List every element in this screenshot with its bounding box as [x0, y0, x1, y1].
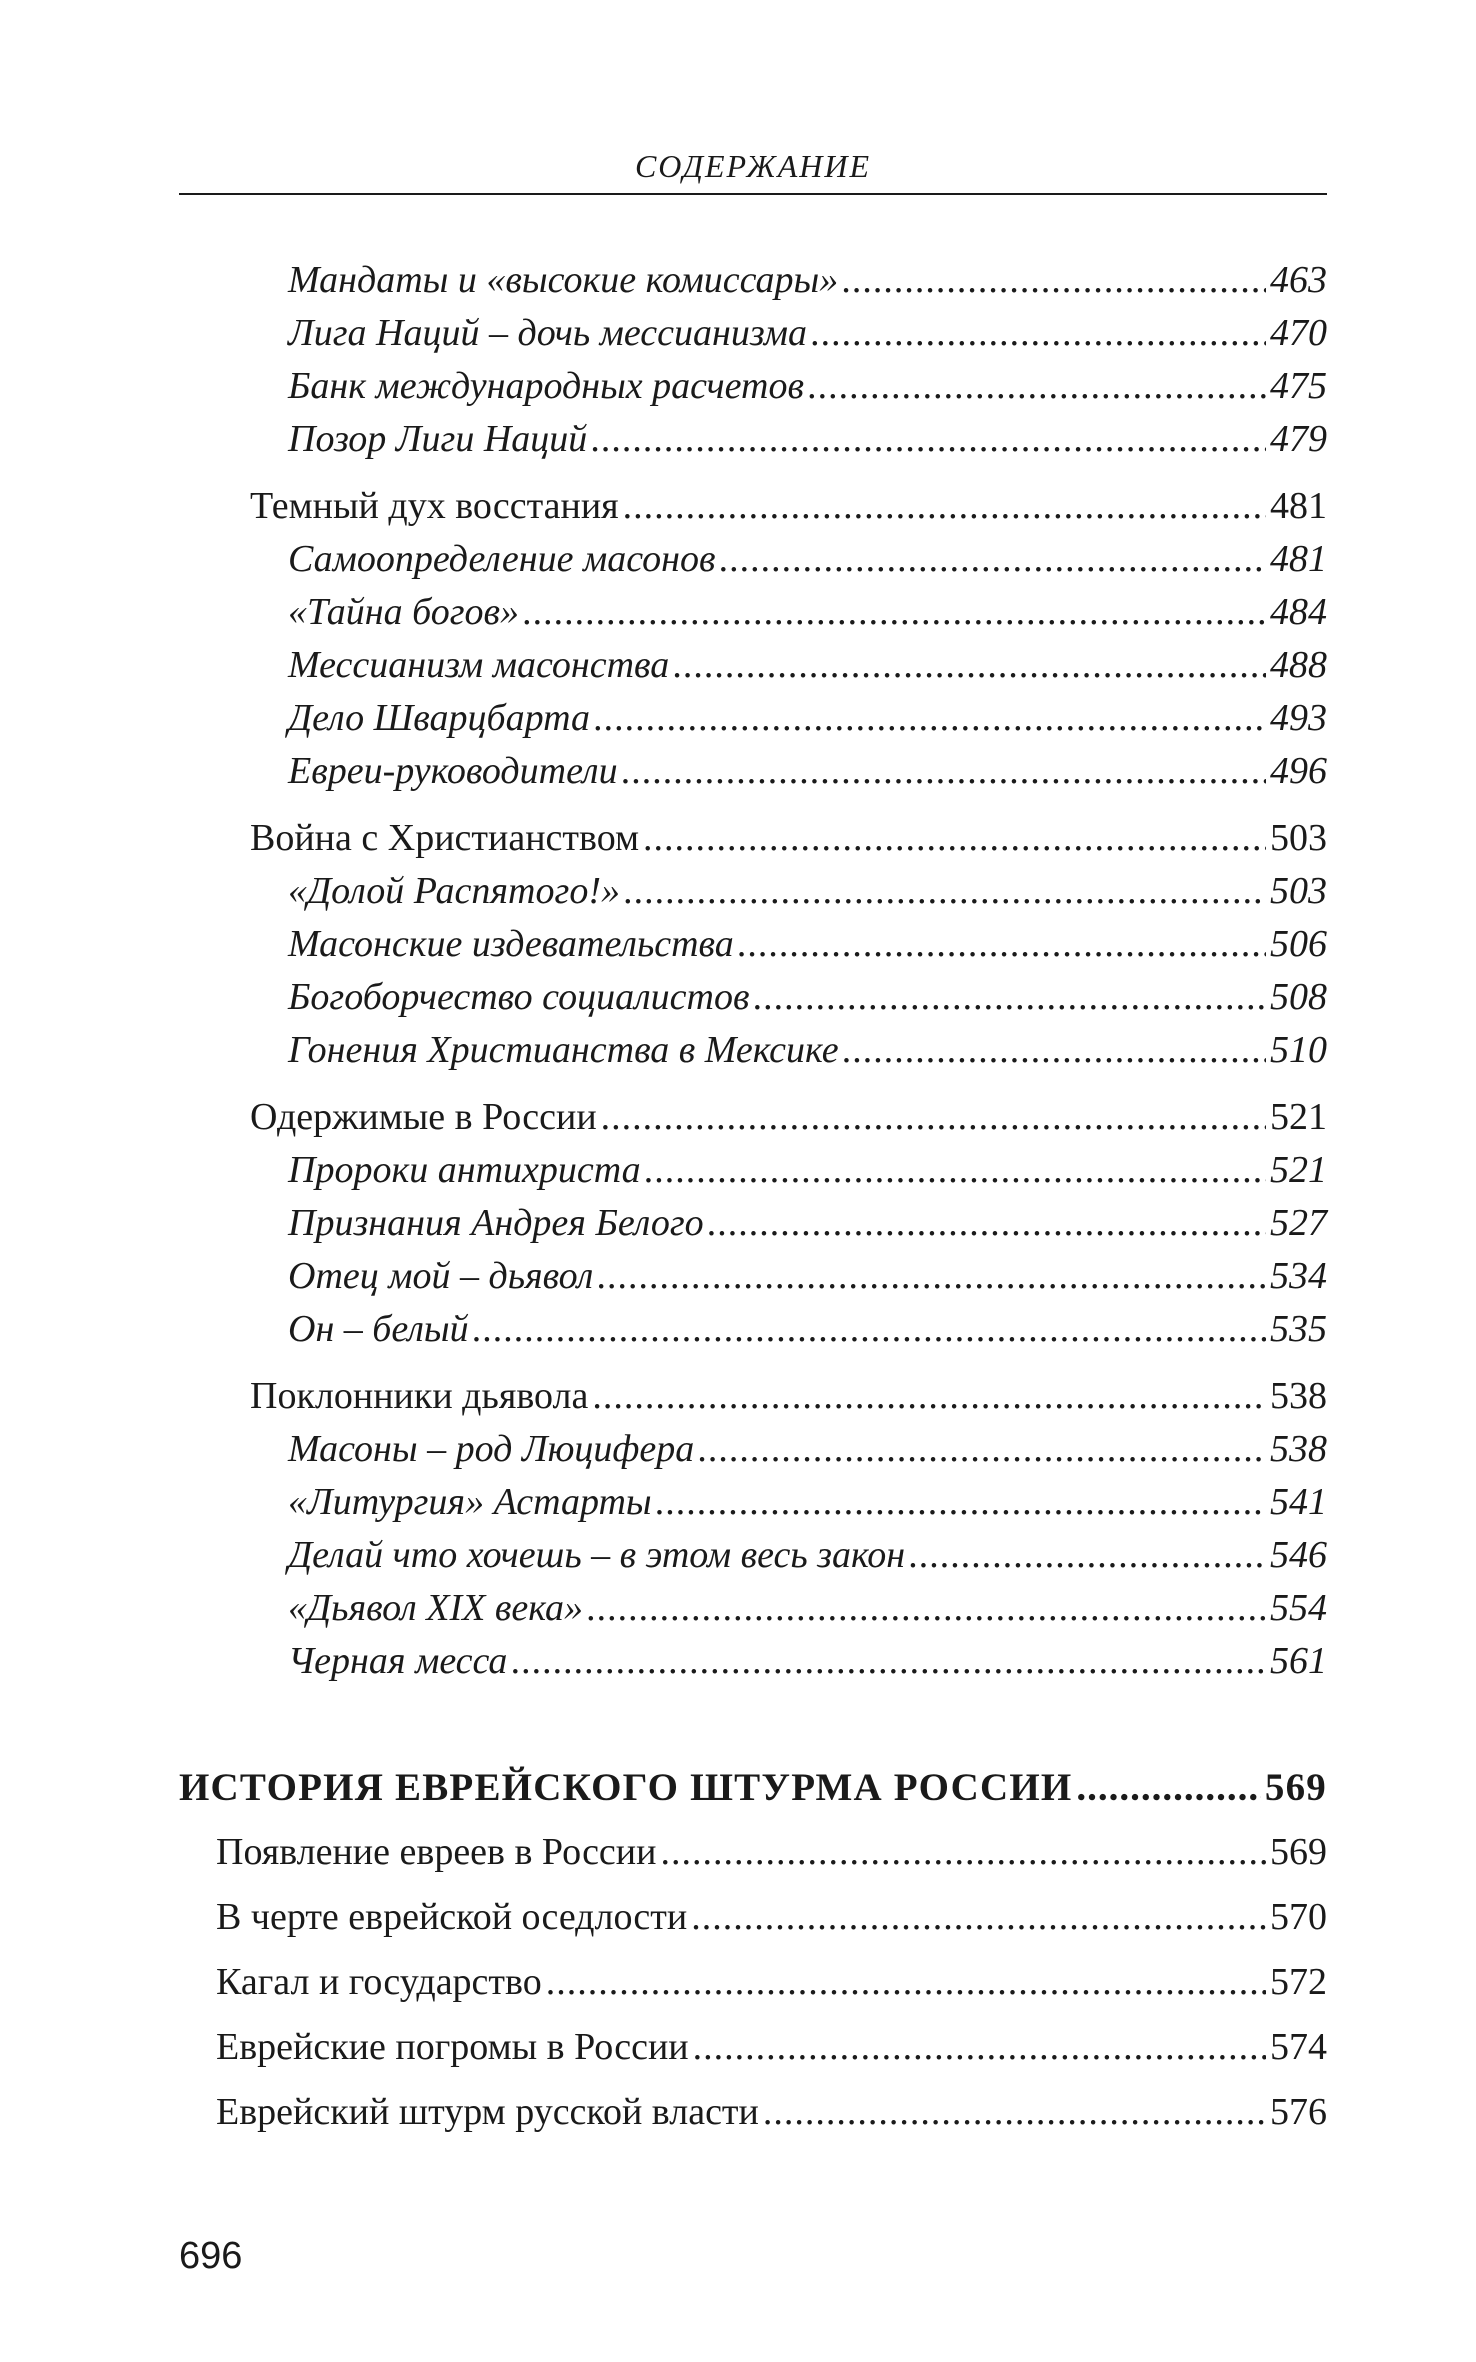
leader-dots [1076, 1765, 1260, 1810]
toc-entry[interactable] [288, 1586, 1327, 1630]
leader-dots [624, 869, 1266, 913]
section-page: 503 [1270, 817, 1327, 859]
entry-title: «Дьявол XIX века» [288, 1587, 584, 1629]
entry-title: Черная месса [288, 1640, 508, 1682]
toc-entry[interactable] [288, 364, 1327, 408]
toc-entry[interactable] [288, 1480, 1327, 1524]
entry-title: Масонские издевательства [288, 923, 734, 965]
chapter-page: 572 [1270, 1961, 1327, 2003]
entry-title: Он – белый [288, 1308, 469, 1350]
toc-entry[interactable] [288, 417, 1327, 461]
section-page: 538 [1270, 1375, 1327, 1417]
toc-entry[interactable] [288, 922, 1327, 966]
toc-entry[interactable] [288, 1307, 1327, 1351]
toc-entry[interactable] [288, 1427, 1327, 1471]
entry-title: Делай что хочешь – в этом весь закон [288, 1534, 906, 1576]
entry-title: Самоопределение масонов [288, 538, 716, 580]
section-page: 521 [1270, 1096, 1327, 1138]
entry-page: 538 [1270, 1428, 1327, 1470]
entry-title: Масоны – род Люцифера [288, 1428, 695, 1470]
part-title: ИСТОРИЯ ЕВРЕЙСКОГО ШТУРМА РОССИИ [179, 1766, 1073, 1809]
toc-entry[interactable] [288, 1639, 1327, 1683]
entry-title: Признания Андрея Белого [288, 1202, 704, 1244]
entry-title: Мандаты и «высокие комиссары» [288, 259, 839, 301]
header-rule [179, 193, 1327, 195]
entry-page: 561 [1270, 1640, 1327, 1682]
toc-section[interactable] [250, 816, 1327, 860]
leader-dots [811, 311, 1266, 355]
leader-dots [645, 1148, 1266, 1192]
toc-section[interactable] [250, 1374, 1327, 1418]
section-title: Война с Христианством [250, 817, 640, 859]
toc-section[interactable] [250, 1095, 1327, 1139]
leader-dots [656, 1480, 1266, 1524]
leader-dots [843, 1028, 1266, 1072]
toc-entry[interactable] [288, 643, 1327, 687]
entry-page: 481 [1270, 538, 1327, 580]
leader-dots [691, 1895, 1266, 1939]
entry-page: 546 [1270, 1534, 1327, 1576]
leader-dots [693, 2025, 1266, 2069]
entry-page: 534 [1270, 1255, 1327, 1297]
entry-page: 475 [1270, 365, 1327, 407]
section-title: Поклонники дьявола [250, 1375, 589, 1417]
entry-page: 508 [1270, 976, 1327, 1018]
toc-chapter[interactable] [216, 2025, 1327, 2069]
chapter-page: 570 [1270, 1896, 1327, 1938]
entry-title: Гонения Христианства в Мексике [288, 1029, 839, 1071]
toc-entry[interactable] [288, 537, 1327, 581]
leader-dots [660, 1830, 1266, 1874]
toc-entry[interactable] [288, 311, 1327, 355]
chapter-page: 576 [1270, 2091, 1327, 2133]
part-page: 569 [1264, 1766, 1327, 1809]
toc-entry[interactable] [288, 590, 1327, 634]
entry-title: «Долой Распятого!» [288, 870, 620, 912]
leader-dots [546, 1960, 1266, 2004]
chapter-title: Еврейский штурм русской власти [216, 2091, 759, 2133]
chapter-title: Еврейские погромы в России [216, 2026, 689, 2068]
leader-dots [594, 696, 1266, 740]
entry-title: Лига Наций – дочь мессианизма [288, 312, 807, 354]
entry-title: Пророки антихриста [288, 1149, 641, 1191]
entry-title: Богоборчество социалистов [288, 976, 750, 1018]
entry-page: 541 [1270, 1481, 1327, 1523]
entry-page: 527 [1270, 1202, 1327, 1244]
leader-dots [597, 1254, 1266, 1298]
entry-title: Позор Лиги Наций [288, 418, 588, 460]
leader-dots [763, 2090, 1266, 2134]
chapter-page: 574 [1270, 2026, 1327, 2068]
toc-entry[interactable] [288, 1028, 1327, 1072]
toc-entry[interactable] [288, 869, 1327, 913]
toc-entry[interactable] [288, 696, 1327, 740]
leader-dots [842, 258, 1266, 302]
toc-section[interactable] [250, 484, 1327, 528]
running-head: СОДЕРЖАНИЕ [634, 148, 872, 184]
leader-dots [720, 537, 1267, 581]
toc-chapter[interactable] [216, 1960, 1327, 2004]
leader-dots [708, 1201, 1266, 1245]
leader-dots [738, 922, 1266, 966]
leader-dots [523, 590, 1266, 634]
leader-dots [698, 1427, 1266, 1471]
entry-title: Евреи-руководители [288, 750, 618, 792]
toc-entry[interactable] [288, 258, 1327, 302]
toc-entry[interactable] [288, 1254, 1327, 1298]
leader-dots [591, 417, 1266, 461]
page-number: 696 [179, 2235, 243, 2277]
entry-page: 496 [1270, 750, 1327, 792]
entry-page: 506 [1270, 923, 1327, 965]
chapter-title: Кагал и государство [216, 1961, 542, 2003]
entry-title: Дело Шварцбарта [288, 697, 591, 739]
entry-page: 470 [1270, 312, 1327, 354]
toc-entry[interactable] [288, 1533, 1327, 1577]
toc-chapter[interactable] [216, 2090, 1327, 2134]
toc-entry[interactable] [288, 749, 1327, 793]
entry-title: «Литургия» Астарты [288, 1481, 652, 1523]
chapter-page: 569 [1270, 1831, 1327, 1873]
leader-dots [587, 1586, 1266, 1630]
chapter-title: В черте еврейской оседлости [216, 1896, 688, 1938]
leader-dots [622, 749, 1266, 793]
entry-page: 510 [1270, 1029, 1327, 1071]
leader-dots [808, 364, 1266, 408]
entry-title: Отец мой – дьявол [288, 1255, 594, 1297]
entry-page: 488 [1270, 644, 1327, 686]
entry-page: 463 [1270, 259, 1327, 301]
toc-entry[interactable] [288, 975, 1327, 1019]
section-title: Одержимые в России [250, 1096, 597, 1138]
leader-dots [623, 484, 1266, 528]
leader-dots [673, 643, 1266, 687]
toc-part[interactable] [179, 1765, 1327, 1810]
entry-page: 503 [1270, 870, 1327, 912]
leader-dots [643, 816, 1266, 860]
toc-entry[interactable] [288, 1201, 1327, 1245]
toc-chapter[interactable] [216, 1830, 1327, 1874]
entry-title: Банк международных расчетов [288, 365, 804, 407]
entry-page: 493 [1270, 697, 1327, 739]
entry-page: 484 [1270, 591, 1327, 633]
leader-dots [753, 975, 1266, 1019]
entry-page: 521 [1270, 1149, 1327, 1191]
section-page: 481 [1270, 485, 1327, 527]
entry-page: 554 [1270, 1587, 1327, 1629]
section-title: Темный дух восстания [250, 485, 619, 527]
chapter-title: Появление евреев в России [216, 1831, 657, 1873]
entry-title: Мессианизм масонства [288, 644, 670, 686]
toc-entry[interactable] [288, 1148, 1327, 1192]
leader-dots [592, 1374, 1266, 1418]
toc-chapter[interactable] [216, 1895, 1327, 1939]
leader-dots [601, 1095, 1266, 1139]
entry-title: «Тайна богов» [288, 591, 520, 633]
entry-page: 479 [1270, 418, 1327, 460]
leader-dots [909, 1533, 1266, 1577]
leader-dots [473, 1307, 1266, 1351]
entry-page: 535 [1270, 1308, 1327, 1350]
leader-dots [511, 1639, 1266, 1683]
